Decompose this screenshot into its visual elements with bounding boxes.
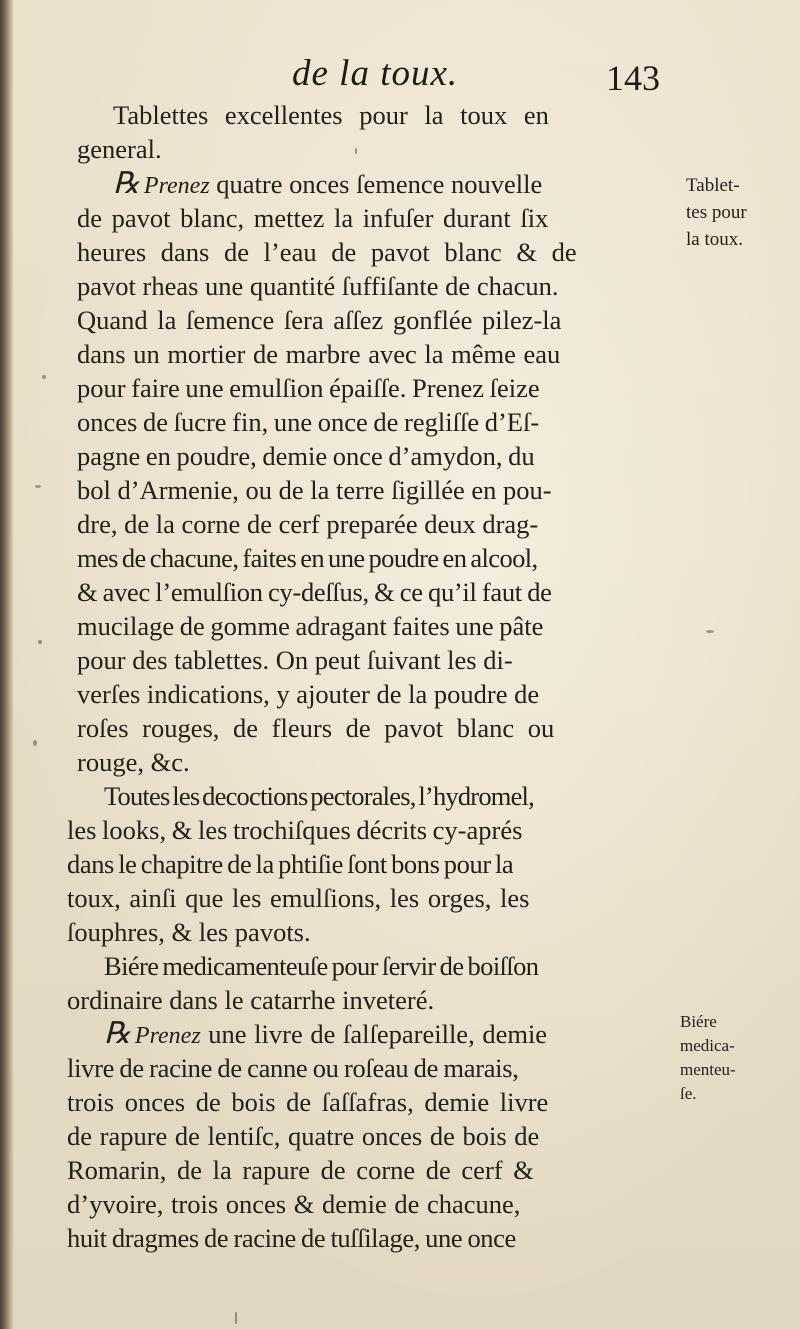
text-line: ℞ Prenez une livre de ſalſepareille, demie xyxy=(104,1017,548,1050)
margin-note-line: medica- xyxy=(680,1036,735,1055)
page-number: 143 xyxy=(606,58,660,98)
ink-speck xyxy=(33,740,37,746)
margin-note-line: tes pour xyxy=(686,202,747,223)
text-line: trois onces de bois de ſaſſafras, demie livre xyxy=(67,1087,549,1117)
margin-note xyxy=(686,172,747,253)
ink-speck xyxy=(355,148,357,154)
text-line: pagne en poudre, demie once d’amydon, du xyxy=(77,441,535,471)
ink-speck xyxy=(235,1312,237,1324)
text-line: de rapure de lentiſc, quatre onces de bois de xyxy=(67,1121,540,1151)
text-line: toux, ainſi que les emulſions, les orges, les xyxy=(67,883,530,913)
text-line: dre, de la corne de cerf preparée deux drag- xyxy=(77,509,539,539)
text-line: dans le chapitre de la phtiſie ſont bons pour la xyxy=(67,849,514,879)
text-line: pour des tablettes. On peut ſuivant les di- xyxy=(77,645,513,675)
ink-speck xyxy=(35,485,41,488)
text-line: de pavot blanc, mettez la infuſer durant ſix xyxy=(77,203,549,233)
text-line: Romarin, de la rapure de corne de cerf & xyxy=(67,1155,534,1185)
margin-note xyxy=(680,1010,736,1106)
recipe-lead: Prenez xyxy=(134,1023,201,1049)
margin-note-line: la toux. xyxy=(686,229,743,250)
text-line: huit dragmes de racine de tuſſilage, une once xyxy=(67,1223,516,1253)
text-line: Tablettes excellentes pour la toux en xyxy=(113,100,549,130)
binding-edge xyxy=(0,0,14,1329)
page-header xyxy=(0,50,800,100)
recipe-symbol: ℞ xyxy=(104,1017,131,1050)
margin-note-line: Tablet- xyxy=(686,175,740,196)
margin-note-line: Biére xyxy=(680,1012,717,1031)
margin-note-line: ſe. xyxy=(680,1084,697,1103)
text-line: roſes rouges, de fleurs de pavot blanc ou xyxy=(77,713,555,743)
text-line: & avec l’emulſion cy-deſſus, & ce qu’il faut de xyxy=(77,577,552,607)
recipe-symbol: ℞ xyxy=(113,167,140,200)
text-line: mes de chacune, faites en une poudre en alcool, xyxy=(77,543,538,573)
text-line: heures dans de l’eau de pavot blanc & de xyxy=(77,237,577,267)
ink-speck xyxy=(706,630,714,633)
text-line: dans un mortier de marbre avec la même eau xyxy=(77,339,561,369)
margin-note-line: menteu- xyxy=(680,1060,736,1079)
text-line: Quand la ſemence ſera aſſez gonflée pilez-la xyxy=(77,305,562,335)
text-line: mucilage de gomme adragant faites une pâte xyxy=(77,611,544,641)
text-line: pour faire une emulſion épaiſſe. Prenez ſeize xyxy=(77,373,540,403)
text-line: ordinaire dans le catarrhe inveteré. xyxy=(67,985,435,1015)
ink-speck xyxy=(38,640,42,644)
text-line: Toutes les decoctions pectorales, l’hydromel, xyxy=(104,781,534,811)
text-line: Biére medicamenteuſe pour ſervir de boiſſon xyxy=(104,951,539,981)
text-line: livre de racine de canne ou roſeau de marais, xyxy=(67,1053,519,1083)
text-line: bol d’Armenie, ou de la terre ſigillée en pou- xyxy=(77,475,552,505)
text-line: ℞ Prenez quatre onces ſemence nouvelle xyxy=(113,167,543,200)
text-line: onces de ſucre fin, une once de regliſſe d’Eſ- xyxy=(77,407,540,437)
text-line: les looks, & les trochiſques décrits cy-aprés xyxy=(67,815,523,845)
text-line: pavot rheas une quantité ſuffiſante de chacun. xyxy=(77,271,559,301)
text-line: general. xyxy=(77,134,162,164)
text-line: ſouphres, & les pavots. xyxy=(67,917,311,947)
text-line: rouge, &c. xyxy=(77,747,190,777)
running-title: de la toux. xyxy=(292,53,459,94)
text-line: d’yvoire, trois onces & demie de chacune, xyxy=(67,1189,521,1219)
text-line: verſes indications, y ajouter de la poudre de xyxy=(77,679,540,709)
ink-speck xyxy=(42,375,46,379)
recipe-lead: Prenez xyxy=(143,173,210,199)
